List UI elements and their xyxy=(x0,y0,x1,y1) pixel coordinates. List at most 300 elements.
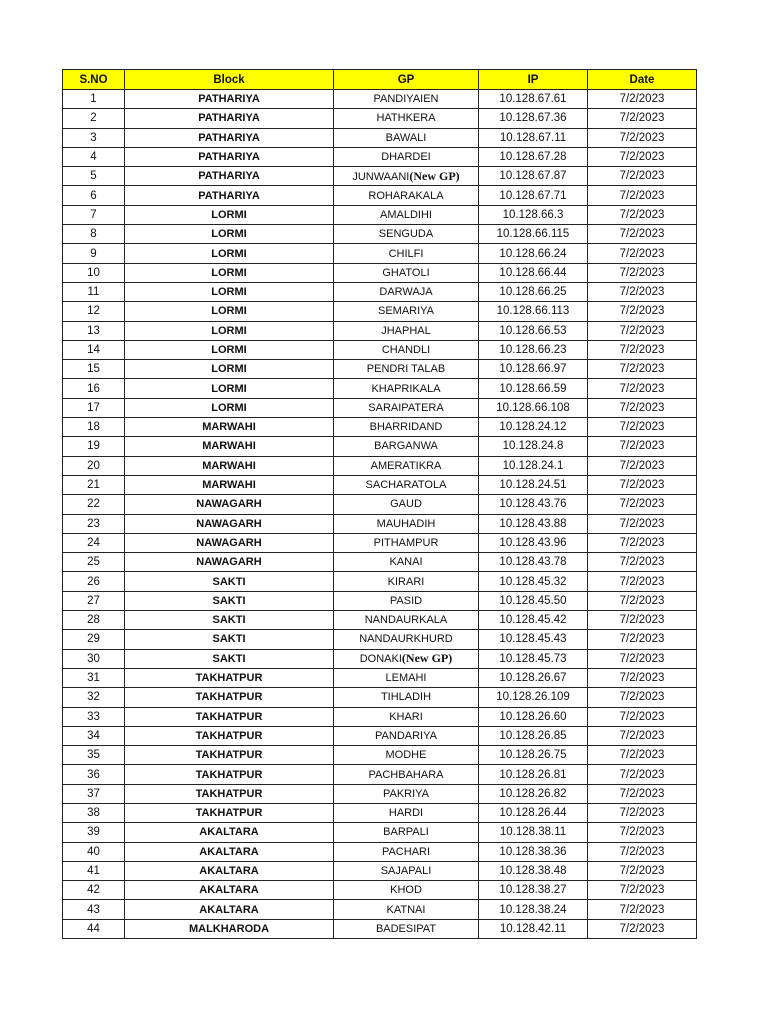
cell-block: MARWAHI xyxy=(125,418,334,437)
cell-date: 7/2/2023 xyxy=(588,514,697,533)
cell-sno: 31 xyxy=(63,668,125,687)
new-gp-note: (New GP) xyxy=(409,168,460,183)
cell-date: 7/2/2023 xyxy=(588,244,697,263)
cell-date: 7/2/2023 xyxy=(588,379,697,398)
cell-block: AKALTARA xyxy=(125,842,334,861)
cell-date: 7/2/2023 xyxy=(588,302,697,321)
cell-gp xyxy=(334,186,479,205)
cell-block: PATHARIYA xyxy=(125,109,334,128)
cell-sno: 17 xyxy=(63,398,125,417)
cell-gp xyxy=(334,514,479,533)
cell-block: LORMI xyxy=(125,302,334,321)
header-date: Date xyxy=(588,70,697,90)
cell-sno: 11 xyxy=(63,282,125,301)
cell-date: 7/2/2023 xyxy=(588,823,697,842)
cell-date: 7/2/2023 xyxy=(588,881,697,900)
cell-date: 7/2/2023 xyxy=(588,147,697,166)
table-row xyxy=(63,591,697,610)
cell-block: TAKHATPUR xyxy=(125,746,334,765)
cell-sno: 13 xyxy=(63,321,125,340)
cell-block: PATHARIYA xyxy=(125,186,334,205)
cell-gp xyxy=(334,900,479,919)
cell-block: LORMI xyxy=(125,244,334,263)
cell-block: TAKHATPUR xyxy=(125,688,334,707)
table-row xyxy=(63,379,697,398)
cell-ip: 10.128.42.11 xyxy=(479,919,588,938)
gp-name: KIRARI xyxy=(387,575,425,588)
table-row xyxy=(63,437,697,456)
cell-sno: 29 xyxy=(63,630,125,649)
cell-sno: 18 xyxy=(63,418,125,437)
cell-gp xyxy=(334,495,479,514)
cell-block: TAKHATPUR xyxy=(125,707,334,726)
cell-block: NAWAGARH xyxy=(125,514,334,533)
cell-block: PATHARIYA xyxy=(125,167,334,186)
cell-gp xyxy=(334,167,479,186)
cell-date: 7/2/2023 xyxy=(588,668,697,687)
cell-gp xyxy=(334,302,479,321)
table-header xyxy=(63,70,697,90)
cell-sno: 9 xyxy=(63,244,125,263)
cell-sno: 16 xyxy=(63,379,125,398)
gp-name: BAWALI xyxy=(385,131,427,144)
cell-gp xyxy=(334,437,479,456)
cell-block: SAKTI xyxy=(125,591,334,610)
cell-ip: 10.128.43.96 xyxy=(479,533,588,552)
cell-ip: 10.128.26.67 xyxy=(479,668,588,687)
cell-ip: 10.128.26.44 xyxy=(479,803,588,822)
cell-ip: 10.128.67.61 xyxy=(479,90,588,109)
cell-gp xyxy=(334,842,479,861)
cell-sno: 28 xyxy=(63,611,125,630)
cell-block: AKALTARA xyxy=(125,823,334,842)
table-row xyxy=(63,495,697,514)
cell-block: SAKTI xyxy=(125,611,334,630)
gp-name: SEMARIYA xyxy=(377,305,435,318)
cell-gp xyxy=(334,205,479,224)
cell-date: 7/2/2023 xyxy=(588,398,697,417)
cell-date: 7/2/2023 xyxy=(588,553,697,572)
cell-date: 7/2/2023 xyxy=(588,803,697,822)
cell-gp xyxy=(334,282,479,301)
table-row xyxy=(63,726,697,745)
gp-name: LEMAHI xyxy=(385,672,427,685)
cell-sno: 22 xyxy=(63,495,125,514)
gp-name: ROHARAKALA xyxy=(368,189,444,202)
cell-ip: 10.128.26.60 xyxy=(479,707,588,726)
gp-name: CHILFI xyxy=(388,247,424,260)
table-body xyxy=(63,90,697,939)
cell-block: MARWAHI xyxy=(125,456,334,475)
gp-name: MODHE xyxy=(385,749,427,762)
cell-date: 7/2/2023 xyxy=(588,919,697,938)
cell-ip: 10.128.26.75 xyxy=(479,746,588,765)
table-row xyxy=(63,746,697,765)
cell-ip: 10.128.38.48 xyxy=(479,861,588,880)
cell-ip: 10.128.38.24 xyxy=(479,900,588,919)
table-row xyxy=(63,244,697,263)
cell-ip: 10.128.66.53 xyxy=(479,321,588,340)
cell-block: AKALTARA xyxy=(125,861,334,880)
cell-sno: 19 xyxy=(63,437,125,456)
cell-ip: 10.128.45.73 xyxy=(479,649,588,668)
cell-block: TAKHATPUR xyxy=(125,726,334,745)
table-row xyxy=(63,533,697,552)
cell-date: 7/2/2023 xyxy=(588,109,697,128)
table-row xyxy=(63,668,697,687)
table-row xyxy=(63,263,697,282)
gp-name: SENGUDA xyxy=(378,228,434,241)
gp-name: PACHARI xyxy=(381,845,431,858)
table-row xyxy=(63,475,697,494)
gp-name: PITHAMPUR xyxy=(373,536,439,549)
cell-date: 7/2/2023 xyxy=(588,128,697,147)
cell-block: AKALTARA xyxy=(125,881,334,900)
table-row xyxy=(63,611,697,630)
cell-date: 7/2/2023 xyxy=(588,495,697,514)
table-row xyxy=(63,707,697,726)
table-row xyxy=(63,398,697,417)
cell-ip: 10.128.67.87 xyxy=(479,167,588,186)
cell-sno: 25 xyxy=(63,553,125,572)
cell-block: LORMI xyxy=(125,205,334,224)
cell-date: 7/2/2023 xyxy=(588,765,697,784)
gp-name: DARWAJA xyxy=(379,286,433,299)
cell-ip: 10.128.66.3 xyxy=(479,205,588,224)
cell-date: 7/2/2023 xyxy=(588,746,697,765)
cell-block: MALKHARODA xyxy=(125,919,334,938)
cell-date: 7/2/2023 xyxy=(588,475,697,494)
cell-block: PATHARIYA xyxy=(125,90,334,109)
cell-ip: 10.128.26.82 xyxy=(479,784,588,803)
cell-gp xyxy=(334,128,479,147)
table-row xyxy=(63,630,697,649)
cell-ip: 10.128.45.42 xyxy=(479,611,588,630)
cell-block: SAKTI xyxy=(125,630,334,649)
table-row xyxy=(63,340,697,359)
cell-block: LORMI xyxy=(125,340,334,359)
cell-gp xyxy=(334,572,479,591)
cell-gp xyxy=(334,321,479,340)
cell-date: 7/2/2023 xyxy=(588,205,697,224)
cell-block: MARWAHI xyxy=(125,437,334,456)
cell-ip: 10.128.43.88 xyxy=(479,514,588,533)
cell-ip: 10.128.66.115 xyxy=(479,225,588,244)
gp-name: KHARI xyxy=(389,710,423,723)
spreadsheet-page xyxy=(62,69,696,939)
cell-sno: 24 xyxy=(63,533,125,552)
cell-gp xyxy=(334,765,479,784)
cell-ip: 10.128.67.36 xyxy=(479,109,588,128)
cell-gp xyxy=(334,823,479,842)
cell-sno: 35 xyxy=(63,746,125,765)
cell-gp xyxy=(334,418,479,437)
gp-name: JHAPHAL xyxy=(381,324,431,337)
table-row xyxy=(63,186,697,205)
gp-name: KHAPRIKALA xyxy=(371,382,441,395)
cell-ip: 10.128.24.1 xyxy=(479,456,588,475)
cell-block: PATHARIYA xyxy=(125,147,334,166)
cell-gp xyxy=(334,109,479,128)
cell-sno: 42 xyxy=(63,881,125,900)
table-row xyxy=(63,649,697,668)
cell-sno: 27 xyxy=(63,591,125,610)
table-row xyxy=(63,109,697,128)
table-row xyxy=(63,553,697,572)
cell-gp xyxy=(334,649,479,668)
cell-ip: 10.128.45.32 xyxy=(479,572,588,591)
cell-block: NAWAGARH xyxy=(125,533,334,552)
cell-ip: 10.128.26.81 xyxy=(479,765,588,784)
new-gp-note: (New GP) xyxy=(401,651,453,666)
cell-block: TAKHATPUR xyxy=(125,668,334,687)
cell-sno: 26 xyxy=(63,572,125,591)
cell-sno: 3 xyxy=(63,128,125,147)
cell-gp xyxy=(334,147,479,166)
cell-sno: 40 xyxy=(63,842,125,861)
gp-name: PANDIYAIEN xyxy=(373,93,439,106)
table-row xyxy=(63,919,697,938)
cell-ip: 10.128.66.108 xyxy=(479,398,588,417)
cell-gp xyxy=(334,668,479,687)
cell-gp xyxy=(334,919,479,938)
cell-ip: 10.128.26.109 xyxy=(479,688,588,707)
gp-name: HARDI xyxy=(388,807,424,820)
cell-date: 7/2/2023 xyxy=(588,418,697,437)
cell-block: LORMI xyxy=(125,321,334,340)
gp-name: JUNWAANI xyxy=(352,170,410,183)
cell-gp xyxy=(334,803,479,822)
gp-name: PANDARIYA xyxy=(375,729,437,742)
cell-sno: 12 xyxy=(63,302,125,321)
cell-ip: 10.128.43.78 xyxy=(479,553,588,572)
cell-date: 7/2/2023 xyxy=(588,90,697,109)
cell-date: 7/2/2023 xyxy=(588,360,697,379)
table-row xyxy=(63,205,697,224)
gp-name: AMALDIHI xyxy=(380,208,432,221)
cell-date: 7/2/2023 xyxy=(588,572,697,591)
table-row xyxy=(63,688,697,707)
cell-ip: 10.128.38.36 xyxy=(479,842,588,861)
cell-block: LORMI xyxy=(125,398,334,417)
cell-ip: 10.128.45.50 xyxy=(479,591,588,610)
cell-gp xyxy=(334,726,479,745)
cell-ip: 10.128.66.97 xyxy=(479,360,588,379)
cell-ip: 10.128.45.43 xyxy=(479,630,588,649)
cell-sno: 10 xyxy=(63,263,125,282)
cell-sno: 41 xyxy=(63,861,125,880)
gp-name: KANAI xyxy=(389,556,423,569)
gp-name: GAUD xyxy=(390,498,422,511)
cell-gp xyxy=(334,533,479,552)
cell-date: 7/2/2023 xyxy=(588,784,697,803)
cell-block: SAKTI xyxy=(125,649,334,668)
cell-sno: 36 xyxy=(63,765,125,784)
gp-name: CHANDLI xyxy=(381,344,431,356)
cell-gp xyxy=(334,225,479,244)
cell-gp xyxy=(334,379,479,398)
gp-name: MAUHADIH xyxy=(376,517,436,530)
cell-gp xyxy=(334,784,479,803)
gp-name: BHARRIDAND xyxy=(369,421,443,434)
cell-block: NAWAGARH xyxy=(125,553,334,572)
gp-name: DONAKI xyxy=(359,653,402,666)
cell-block: TAKHATPUR xyxy=(125,803,334,822)
cell-ip: 10.128.66.44 xyxy=(479,263,588,282)
cell-sno: 34 xyxy=(63,726,125,745)
cell-date: 7/2/2023 xyxy=(588,456,697,475)
cell-date: 7/2/2023 xyxy=(588,707,697,726)
table-row xyxy=(63,321,697,340)
cell-date: 7/2/2023 xyxy=(588,321,697,340)
cell-sno: 23 xyxy=(63,514,125,533)
cell-block: PATHARIYA xyxy=(125,128,334,147)
cell-date: 7/2/2023 xyxy=(588,630,697,649)
cell-sno: 1 xyxy=(63,90,125,109)
cell-ip: 10.128.24.51 xyxy=(479,475,588,494)
gp-name: DHARDEI xyxy=(381,151,431,164)
cell-gp xyxy=(334,630,479,649)
table-row xyxy=(63,572,697,591)
gp-name: HATHKERA xyxy=(376,112,436,125)
cell-date: 7/2/2023 xyxy=(588,437,697,456)
cell-sno: 21 xyxy=(63,475,125,494)
cell-ip: 10.128.66.113 xyxy=(479,302,588,321)
cell-block: AKALTARA xyxy=(125,900,334,919)
cell-date: 7/2/2023 xyxy=(588,688,697,707)
cell-sno: 44 xyxy=(63,919,125,938)
gp-name: AMERATIKRA xyxy=(370,459,442,472)
cell-sno: 33 xyxy=(63,707,125,726)
cell-gp xyxy=(334,398,479,417)
gp-name: SARAIPATERA xyxy=(368,401,444,414)
cell-ip: 10.128.66.23 xyxy=(479,340,588,359)
header-gp: GP xyxy=(334,70,479,90)
cell-sno: 38 xyxy=(63,803,125,822)
cell-date: 7/2/2023 xyxy=(588,611,697,630)
cell-gp xyxy=(334,746,479,765)
cell-sno: 7 xyxy=(63,205,125,224)
gp-name: PAKRIYA xyxy=(382,787,430,800)
gp-name: BARPALI xyxy=(383,826,429,839)
cell-ip: 10.128.24.12 xyxy=(479,418,588,437)
cell-ip: 10.128.66.24 xyxy=(479,244,588,263)
cell-date: 7/2/2023 xyxy=(588,282,697,301)
table-row xyxy=(63,803,697,822)
table-row xyxy=(63,784,697,803)
gp-name: KHOD xyxy=(390,884,422,897)
cell-date: 7/2/2023 xyxy=(588,861,697,880)
cell-block: LORMI xyxy=(125,379,334,398)
cell-ip: 10.128.67.28 xyxy=(479,147,588,166)
table-row xyxy=(63,282,697,301)
cell-sno: 20 xyxy=(63,456,125,475)
cell-block: LORMI xyxy=(125,263,334,282)
cell-gp xyxy=(334,611,479,630)
cell-ip: 10.128.67.71 xyxy=(479,186,588,205)
cell-sno: 39 xyxy=(63,823,125,842)
cell-date: 7/2/2023 xyxy=(588,167,697,186)
table-row xyxy=(63,456,697,475)
gp-name: GHATOLI xyxy=(382,266,430,279)
cell-ip: 10.128.67.11 xyxy=(479,128,588,147)
cell-sno: 30 xyxy=(63,649,125,668)
table-row xyxy=(63,861,697,880)
cell-gp xyxy=(334,340,479,359)
cell-date: 7/2/2023 xyxy=(588,225,697,244)
cell-sno: 14 xyxy=(63,340,125,359)
cell-date: 7/2/2023 xyxy=(588,186,697,205)
gp-name: BARGANWA xyxy=(374,440,438,453)
cell-sno: 5 xyxy=(63,167,125,186)
table-row xyxy=(63,128,697,147)
cell-date: 7/2/2023 xyxy=(588,842,697,861)
header-sno: S.NO xyxy=(63,70,125,90)
table-row xyxy=(63,147,697,166)
gp-name: NANDAURKALA xyxy=(364,614,448,627)
cell-ip: 10.128.38.27 xyxy=(479,881,588,900)
gp-name: SACHARATOLA xyxy=(365,479,447,492)
cell-gp xyxy=(334,244,479,263)
table-row xyxy=(63,514,697,533)
cell-ip: 10.128.66.25 xyxy=(479,282,588,301)
cell-date: 7/2/2023 xyxy=(588,726,697,745)
cell-sno: 8 xyxy=(63,225,125,244)
cell-date: 7/2/2023 xyxy=(588,533,697,552)
gp-name: SAJAPALI xyxy=(380,865,432,878)
cell-sno: 2 xyxy=(63,109,125,128)
table-row xyxy=(63,823,697,842)
cell-sno: 32 xyxy=(63,688,125,707)
table-row xyxy=(63,881,697,900)
cell-gp xyxy=(334,861,479,880)
cell-date: 7/2/2023 xyxy=(588,591,697,610)
gp-name: PACHBAHARA xyxy=(368,768,444,781)
cell-ip: 10.128.26.85 xyxy=(479,726,588,745)
header-row xyxy=(63,70,697,90)
cell-block: LORMI xyxy=(125,360,334,379)
cell-block: LORMI xyxy=(125,225,334,244)
cell-sno: 37 xyxy=(63,784,125,803)
cell-block: MARWAHI xyxy=(125,475,334,494)
cell-block: NAWAGARH xyxy=(125,495,334,514)
cell-block: TAKHATPUR xyxy=(125,765,334,784)
table-row xyxy=(63,842,697,861)
cell-date: 7/2/2023 xyxy=(588,263,697,282)
cell-date: 7/2/2023 xyxy=(588,340,697,359)
cell-date: 7/2/2023 xyxy=(588,900,697,919)
cell-gp xyxy=(334,553,479,572)
cell-gp xyxy=(334,360,479,379)
cell-gp xyxy=(334,263,479,282)
cell-sno: 4 xyxy=(63,147,125,166)
table-row xyxy=(63,302,697,321)
cell-ip: 10.128.24.8 xyxy=(479,437,588,456)
table-row xyxy=(63,900,697,919)
cell-gp xyxy=(334,881,479,900)
cell-gp xyxy=(334,475,479,494)
header-block: Block xyxy=(125,70,334,90)
cell-ip: 10.128.38.11 xyxy=(479,823,588,842)
cell-gp xyxy=(334,688,479,707)
cell-sno: 15 xyxy=(63,360,125,379)
table-row xyxy=(63,167,697,186)
gp-name: NANDAURKHURD xyxy=(359,633,453,646)
cell-ip: 10.128.43.76 xyxy=(479,495,588,514)
table-row xyxy=(63,90,697,109)
cell-gp xyxy=(334,456,479,475)
cell-gp xyxy=(334,707,479,726)
